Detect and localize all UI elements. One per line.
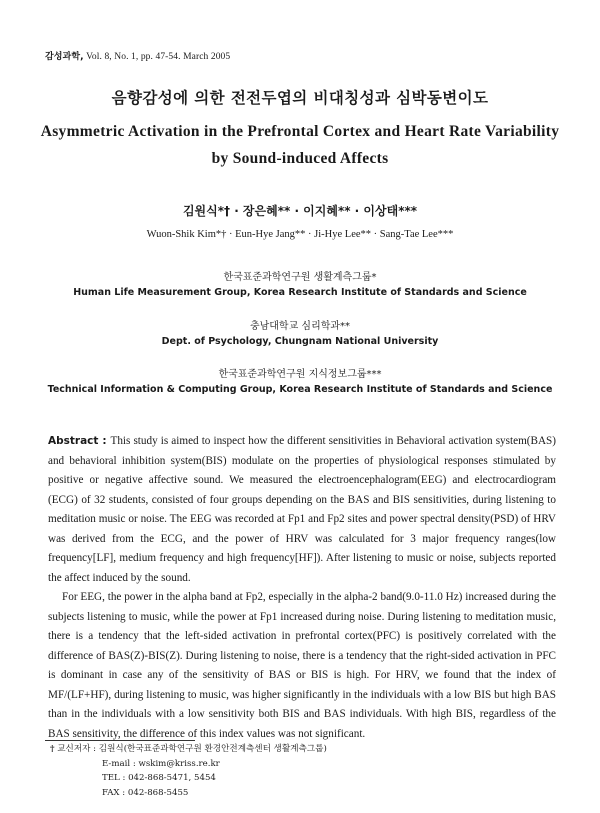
footnote-tel: TEL : 042-868-5471, 5454 [102, 773, 216, 783]
footnote-email: E-mail : wskim@kriss.re.kr [102, 758, 220, 769]
abstract [48, 432, 556, 744]
affiliation-2-english: Dept. of Psychology, Chungnam National University [161, 336, 439, 347]
footnote [50, 742, 570, 800]
footnote-fax: FAX : 042-868-5455 [102, 787, 189, 798]
authors-korean: 김원식*† · 장은혜** · 이지혜** · 이상태*** [182, 204, 418, 218]
abstract-text-1: This study is aimed to inspect how the different sensitivities in Behavioral activation system(BAS) and behavioral inhibition system(BIS) modulate on the properties of physiological responses stimulated by positive or negative affective sound. We measured the electroencephalogram(EEG) and electrocardiogram (ECG) of 32 students, consisted of four groups depending on the BAS and BIS sensitivities, during listening to meditation music or noise. The EEG was recorded at Fp1 and Fp2 sites and power spectral density(PSD) of HRV was derived from the ECG, and the power of HRV was calculated for 3 major frequency ranges(low frequency[LF], medium frequency and high frequency[HF]). After listening to music or noise, subjects reported the affect induced by the sound. [48, 435, 556, 584]
affiliation-3-korean: 한국표준과학연구원 지식정보그룹*** [218, 369, 382, 380]
affiliation-1-korean: 한국표준과학연구원 생활계측그룹* [223, 272, 377, 283]
abstract-label: Abstract [48, 435, 99, 447]
dagger-symbol: † [50, 744, 55, 754]
abstract-paragraph-1: Abstract : This study is aimed to inspect how the different sensitivities in Behavioral activation system(BAS) and behavioral inhibition system(BIS) modulate on the properties of physiological responses stimulated by positive or negative affective sound. We measured the electroencephalogram(EEG) and electrocardiogram (ECG) of 32 students, consisted of four groups depending on the BAS and BIS sensitivities, during listening to meditation music or noise. The EEG was recorded at Fp1 and Fp2 sites and power spectral density(PSD) of HRV was derived from the ECG, and the power of HRV was calculated for 3 major frequency ranges(low frequency[LF], medium frequency and high frequency[HF]). After listening to music or noise, subjects reported the affect induced by the sound. [48, 435, 556, 584]
footnote-corresponding-author [50, 742, 570, 757]
journal-citation: Vol. 8, No. 1, pp. 47-54. March 2005 [83, 52, 231, 62]
authors-english: Wuon-Shik Kim*† · Eun-Hye Jang** · Ji-Hye Lee** · Sang-Tae Lee*** [146, 229, 454, 240]
title-korean: 음향감성에 의한 전전두엽의 비대칭성과 심박동변이도 [111, 89, 489, 107]
affiliation-2-korean: 충남대학교 심리학과** [249, 321, 351, 332]
journal-header [45, 49, 230, 62]
footnote-line-1: 교신저자 : 김원식(한국표준과학연구원 환경안전계측센터 생활계측그룹) [54, 744, 327, 754]
footnote-divider [45, 740, 195, 741]
journal-name: 감성과학, [45, 52, 84, 62]
affiliation-3-english: Technical Information & Computing Group, Korea Research Institute of Standards and Science [47, 384, 553, 395]
affiliation-1-english: Human Life Measurement Group, Korea Research Institute of Standards and Science [73, 287, 527, 298]
abstract-paragraph-2: For EEG, the power in the alpha band at Fp2, especially in the alpha-2 band(9.0-11.0 Hz) increased during the subjects listening to music, while the power at Fp1 increased during noise. During listening to meditation music, there is a tendency that the left-sided activation in prefrontal cortex(PFC) is positively correlated with the difference of BAS(Z)-BIS(Z). During listening to noise, there is a tendency that the right-sided activation in PFC is dominant in case any of the sensitivity of BAS or BIS is high. For HRV, we found that the index of MF/(LF+HF), during listening to music, was higher significantly in the individuals with a low BIS but high BAS than in the individuals with a low sensitivity both BIS and BAS individuals. With high BIS, regardless of the BAS sensitivity, the difference of this index values was not significant. [48, 591, 556, 740]
title-english: Asymmetric Activation in the Prefrontal Cortex and Heart Rate Variability by Sound-induced Affects [40, 123, 560, 167]
